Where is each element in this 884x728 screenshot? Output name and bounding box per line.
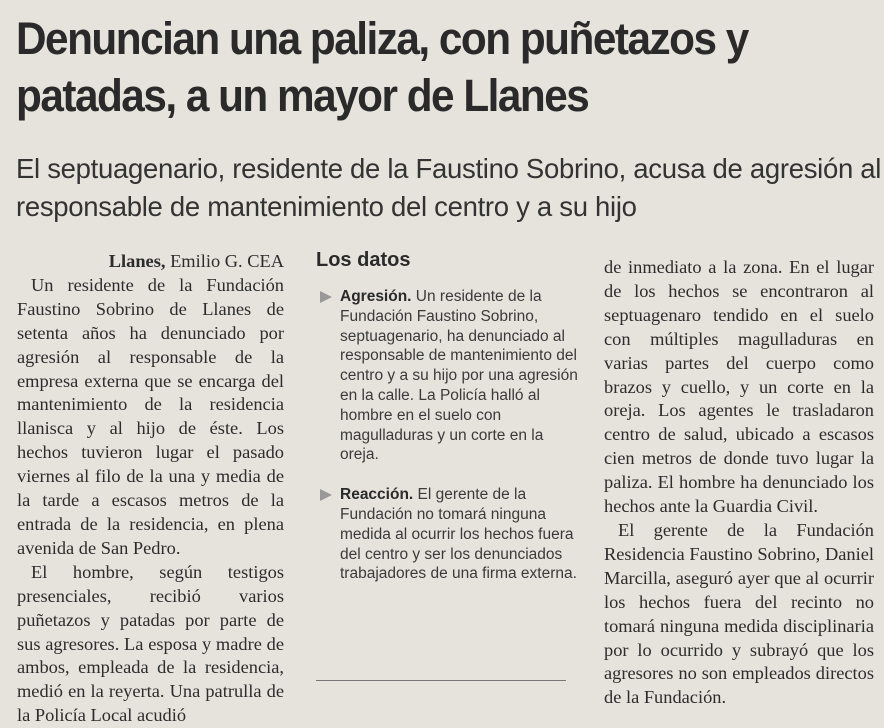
facts-sidebar (316, 247, 578, 604)
sidebar-item-lead: Agresión. (340, 288, 412, 305)
paragraph: El hombre, según testigos presenciales, recibió varios puñetazos y patadas por parte de sus agresores. La esposa y madre de ambos, empleada de la residencia, medió en la reyerta. Una patrulla de la Policía Local acudió (17, 561, 284, 726)
byline (17, 250, 284, 274)
sidebar-item-reaccion (316, 485, 578, 584)
sidebar-item-text: Un residente de la Fundación Faustino Sobrino, septuagenario, ha denunciado al responsable de mantenimiento del centro y a su hijo por una agresión en la calle. La Policía halló al hombre en el suelo con magulladuras y un corte en la oreja. (340, 288, 578, 464)
paragraph: de inmediato a la zona. En el lugar de los hechos se encontraron al septuagenaro tendido en el suelo con múltiples magulladuras en varias partes del cuerpo como brazos y cuello, y un corte en la oreja. Los agentes le trasladaron centro de salud, ubicado a escasos cien metros de donde tuvo lugar la paliza. El hombre ha denunciado los hechos ante la Guardia Civil. (604, 257, 874, 517)
headline: Denuncian una paliza, con puñetazos y patadas, a un mayor de Llanes (16, 13, 748, 121)
sidebar-divider (316, 680, 566, 681)
sidebar-item-lead: Reacción. (340, 486, 414, 504)
article-column-3 (604, 256, 874, 710)
paragraph: El gerente de la Fundación Residencia Faustino Sobrino, Daniel Marcilla, aseguró ayer que al ocurrir los hechos fuera del recinto no tomará ninguna medida disciplinaria por lo ocurrido y subrayó que los agresores no son empleados directos de la Fundación. (604, 519, 874, 708)
triangle-bullet-icon (320, 291, 332, 303)
sidebar-title: Los datos (316, 249, 411, 271)
sidebar-item-agresion (316, 287, 578, 465)
paragraph: Un residente de la Fundación Faustino Sobrino de Llanes de setenta años ha denunciado por agresión al responsable de la empresa externa que se encarga del mantenimiento de la residencia llanisca y al hijo de éste. Los hechos tuvieron lugar el pasado viernes al filo de la una y media de la tarde a escasos metros de la entrada de la residencia, en plena avenida de San Pedro. (17, 274, 284, 558)
triangle-bullet-icon (320, 489, 332, 501)
byline-author: Emilio G. CEA (170, 251, 284, 271)
subheadline: El septuagenario, residente de la Faustino Sobrino, acusa de agresión al responsable de mantenimiento del centro y a su hijo (16, 153, 882, 222)
sidebar-item-text: El gerente de la Fundación no tomará ninguna medida al ocurrir los hechos fuera del centro y ser los denunciados trabajadores de una firma externa. (340, 486, 577, 583)
article-column-1 (17, 250, 284, 728)
byline-place: Llanes, (108, 251, 166, 271)
